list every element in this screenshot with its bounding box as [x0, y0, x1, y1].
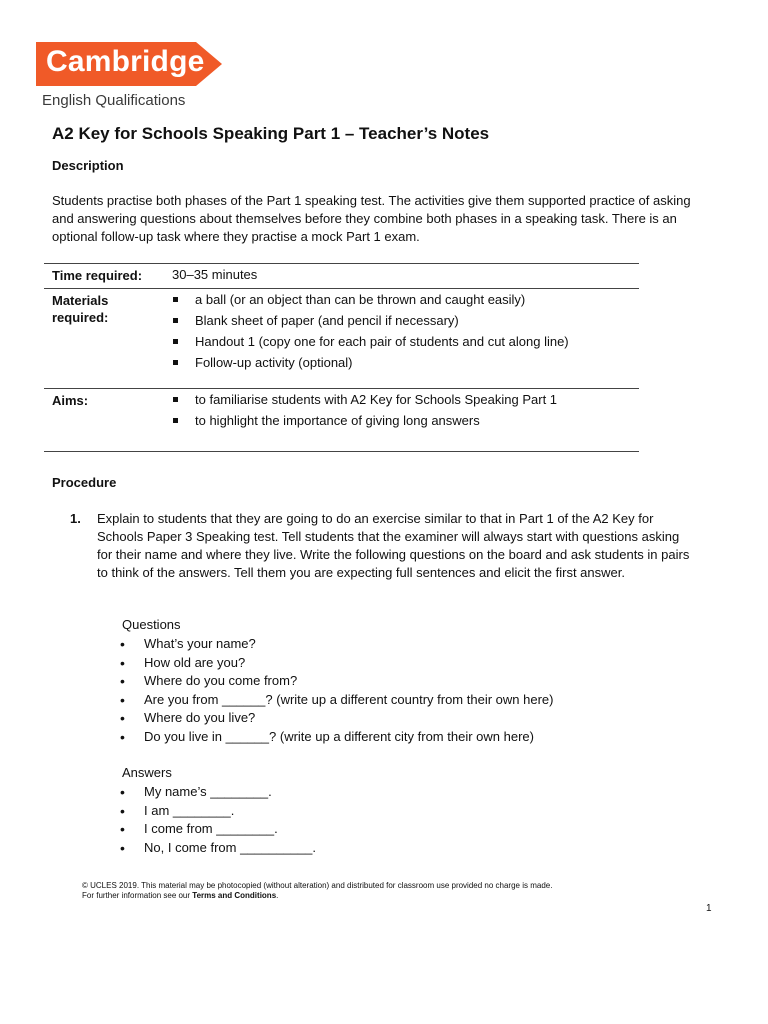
table-bottom-rule — [44, 451, 639, 452]
materials-item: Blank sheet of paper (and pencil if necessary) — [172, 313, 569, 334]
page-number: 1 — [706, 903, 712, 914]
footer-line-1: © UCLES 2019. This material may be photocopied (without alteration) and distributed for classroom use provided no charge is made. — [82, 881, 553, 890]
aims-item: to familiarise students with A2 Key for Schools Speaking Part 1 — [172, 392, 557, 413]
description-heading: Description — [52, 158, 124, 173]
time-required-value: 30–35 minutes — [172, 267, 258, 282]
questions-heading: Questions — [122, 617, 181, 632]
answers-heading: Answers — [122, 765, 172, 780]
materials-list — [172, 292, 569, 376]
table-rule — [44, 288, 639, 289]
answers-list — [118, 783, 316, 857]
question-item: • Are you from ______? (write up a different country from their own here) — [118, 691, 553, 710]
question-item: • Do you live in ______? (write up a different city from their own here) — [118, 728, 553, 747]
table-rule — [44, 388, 639, 389]
step-text: Explain to students that they are going to do an exercise similar to that in Part 1 of the A2 Key for Schools Paper 3 Speaking test. Tell students that the examiner will always start with questions asking for their name and where they live. Write the following questions on the board and ask students in pairs to think of the answers. Tell them you are expecting full sentences and elicit the first answer. — [97, 511, 690, 580]
answer-item: • I come from ________. — [118, 820, 316, 839]
materials-item: Follow-up activity (optional) — [172, 355, 569, 376]
footer-line-2 — [82, 891, 552, 901]
aims-item: to highlight the importance of giving long answers — [172, 413, 557, 434]
description-text: Students practise both phases of the Part 1 speaking test. The activities give them supported practice of asking and answering questions about themselves before they combine both phases in a speaking task. There is an optional follow-up task where they practise a mock Part 1 exam. — [52, 193, 691, 244]
answer-item: • My name’s ________. — [118, 783, 316, 802]
footer-prefix: For further information see our — [82, 891, 193, 900]
answer-item: • I am ________. — [118, 802, 316, 821]
question-item: • Where do you live? — [118, 709, 553, 728]
question-item: • What’s your name? — [118, 635, 553, 654]
answer-item: • No, I come from __________. — [118, 839, 316, 858]
aims-label: Aims: — [52, 393, 89, 408]
question-item: • Where do you come from? — [118, 672, 553, 691]
materials-item: Handout 1 (copy one for each pair of students and cut along line) — [172, 334, 569, 355]
terms-link[interactable]: Terms and Conditions — [192, 891, 277, 900]
time-required-label: Time required: — [52, 268, 143, 283]
materials-label: Materials required: — [52, 293, 109, 325]
step-number: 1. — [70, 511, 81, 526]
procedure-heading: Procedure — [52, 475, 117, 490]
copyright-footer — [82, 881, 552, 901]
logo-brand: Cambridge — [46, 45, 205, 78]
logo-subtitle: English Qualifications — [42, 92, 186, 109]
question-item: • How old are you? — [118, 654, 553, 673]
aims-list — [172, 392, 557, 434]
footer-suffix: . — [276, 891, 279, 900]
materials-item: a ball (or an object than can be thrown and caught easily) — [172, 292, 569, 313]
page-title: A2 Key for Schools Speaking Part 1 – Teacher’s Notes — [52, 124, 490, 143]
table-top-rule — [44, 263, 639, 264]
questions-list — [118, 635, 553, 746]
